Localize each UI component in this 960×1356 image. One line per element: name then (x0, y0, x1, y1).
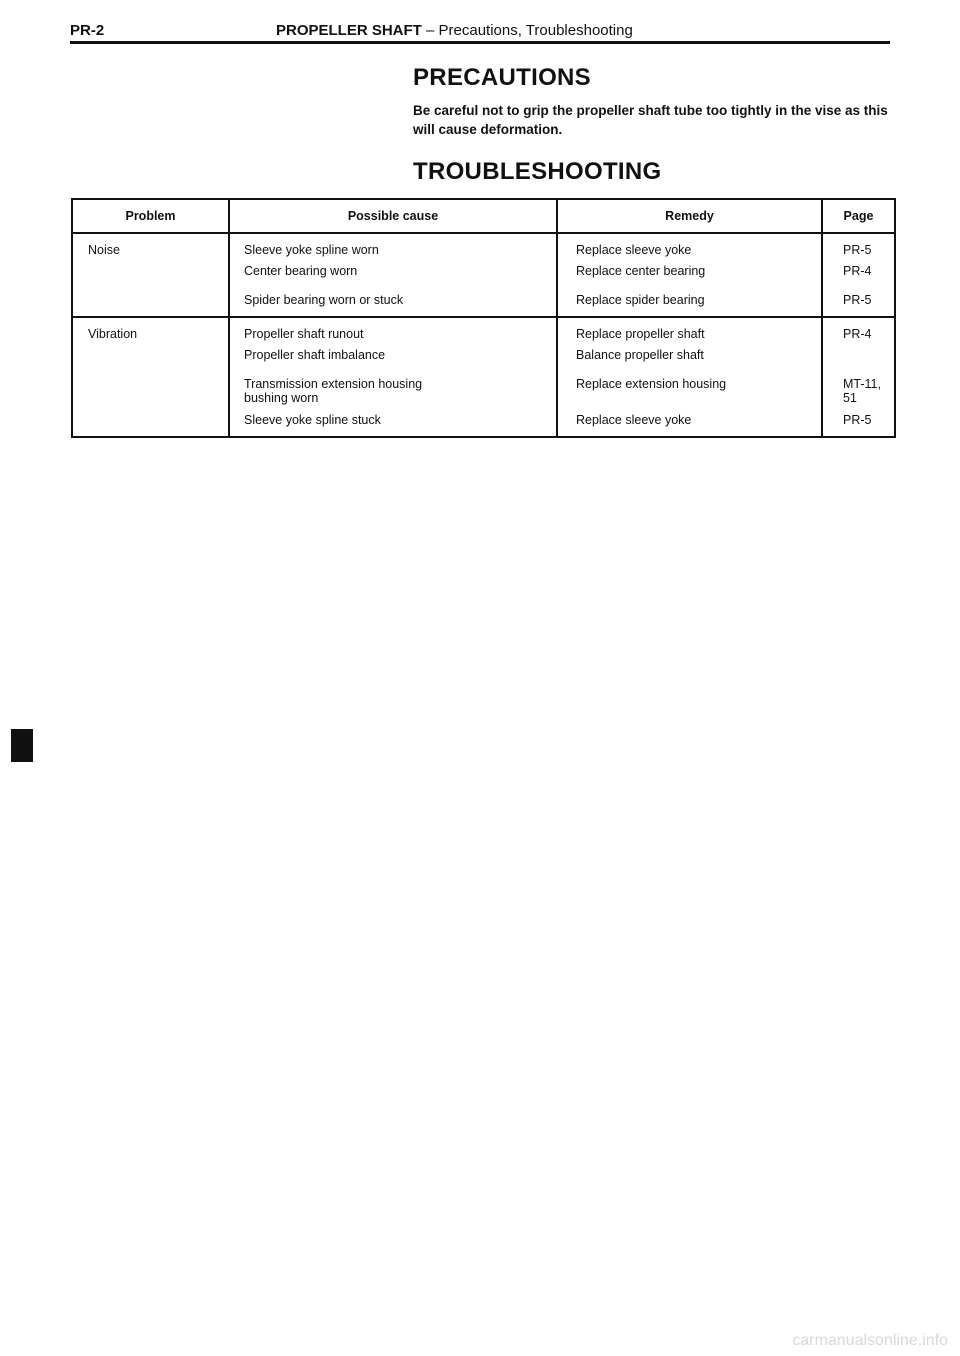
table-row (72, 348, 895, 377)
watermark: carmanualsonline.info (792, 1332, 948, 1349)
cause-cell: Center bearing worn (229, 264, 557, 293)
page-header (70, 22, 890, 42)
table-row (72, 405, 895, 437)
cause-line: bushing worn (244, 391, 319, 405)
cause-cell: Spider bearing worn or stuck (229, 293, 557, 317)
page-cell (822, 377, 895, 405)
section-subtitle: Precautions, Troubleshooting (438, 22, 633, 39)
problem-cell (72, 264, 229, 293)
troubleshooting-heading: TROUBLESHOOTING (413, 158, 662, 185)
cause-cell: Sleeve yoke spline stuck (229, 405, 557, 437)
table-row (72, 233, 895, 264)
cause-cell: Propeller shaft imbalance (229, 348, 557, 377)
problem-cell (72, 377, 229, 405)
problem-cell (72, 405, 229, 437)
table-row (72, 377, 895, 405)
remedy-cell: Replace spider bearing (557, 293, 822, 317)
problem-cell (72, 348, 229, 377)
page-cell: PR-5 (822, 233, 895, 264)
header-rule (70, 41, 890, 44)
page-cell: PR-4 (822, 317, 895, 348)
section-name: PROPELLER SHAFT (276, 22, 422, 39)
page-line: 51 (843, 391, 857, 405)
cause-line: Transmission extension housing (244, 377, 423, 391)
page-cell (822, 348, 895, 377)
page-cell: PR-5 (822, 405, 895, 437)
table-row (72, 317, 895, 348)
table-row (72, 293, 895, 317)
page-line: MT-11, (843, 377, 881, 391)
remedy-cell: Balance propeller shaft (557, 348, 822, 377)
precautions-text: Be careful not to grip the propeller shaft tube too tightly in the vise as this will cause deformation. (413, 103, 888, 137)
precautions-heading: PRECAUTIONS (413, 64, 591, 91)
remedy-cell: Replace sleeve yoke (557, 233, 822, 264)
page-cell: PR-5 (822, 293, 895, 317)
column-header-remedy: Remedy (557, 199, 822, 233)
section-title (276, 22, 633, 39)
remedy-cell: Replace sleeve yoke (557, 405, 822, 437)
page-cell: PR-4 (822, 264, 895, 293)
column-header-cause: Possible cause (229, 199, 557, 233)
table-row (72, 264, 895, 293)
column-header-problem: Problem (72, 199, 229, 233)
cause-cell (229, 377, 557, 405)
title-dash: – (421, 22, 439, 39)
remedy-cell: Replace propeller shaft (557, 317, 822, 348)
problem-cell (72, 293, 229, 317)
problem-cell: Noise (72, 233, 229, 264)
troubleshooting-table (71, 198, 896, 438)
cause-cell: Propeller shaft runout (229, 317, 557, 348)
page-id: PR-2 (70, 22, 105, 39)
remedy-cell: Replace extension housing (557, 377, 822, 405)
table-header-row (72, 199, 895, 233)
cause-cell: Sleeve yoke spline worn (229, 233, 557, 264)
remedy-cell: Replace center bearing (557, 264, 822, 293)
column-header-page: Page (822, 199, 895, 233)
margin-tab-marker (11, 729, 33, 762)
problem-cell: Vibration (72, 317, 229, 348)
